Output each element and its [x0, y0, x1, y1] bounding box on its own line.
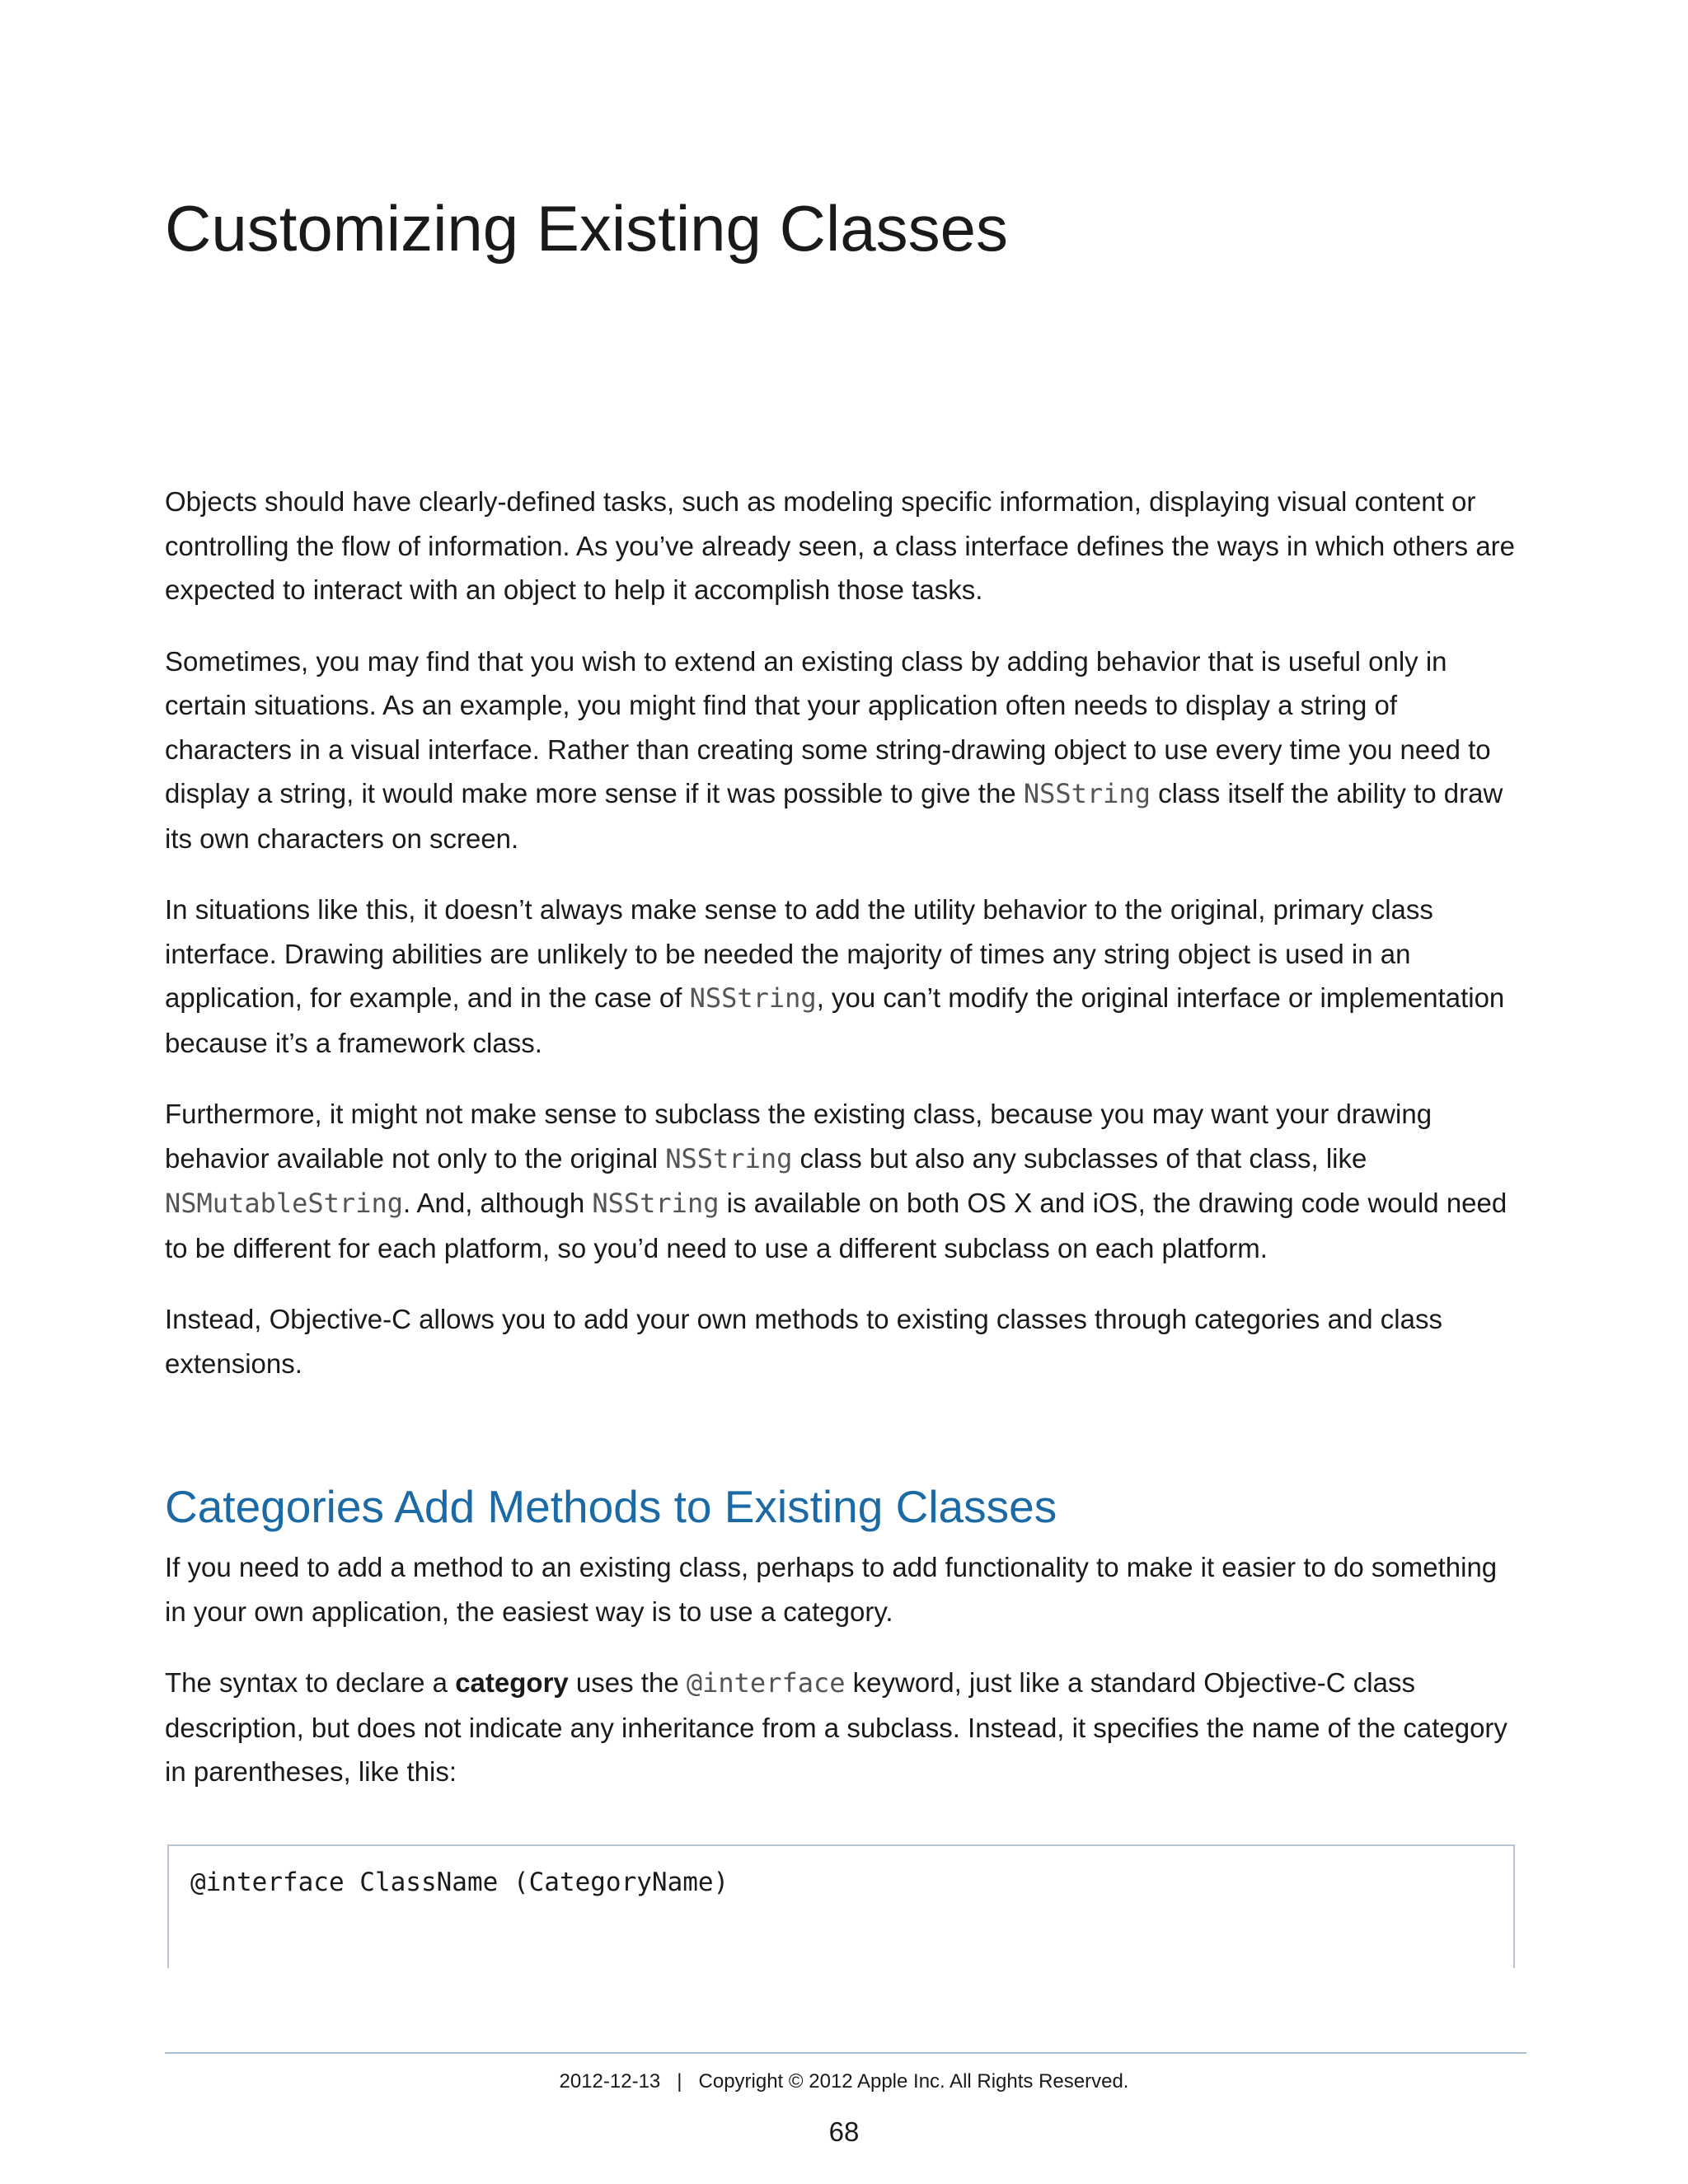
intro-paragraph-5: Instead, Objective-C allows you to add your own methods to existing classes through categories and class extensions. — [165, 1304, 1442, 1379]
text-run: Furthermore, it might not make sense to subclass the existing class, because you may want your drawing behavior available not only to the original — [165, 1099, 1432, 1174]
page-number: 68 — [828, 2116, 860, 2147]
intro-paragraph-4 — [165, 1092, 1525, 1270]
section-paragraph-2 — [165, 1661, 1525, 1794]
footer-copyright: 2012-12-13 | Copyright © 2012 Apple Inc. All Rights Reserved. — [559, 2070, 1129, 2093]
text-run: The syntax to declare a — [165, 1667, 456, 1698]
text-run: In situations like this, it doesn’t always make sense to add the utility behavior to the original, primary class interface. Drawing abilities are unlikely to be needed the majority of times any string object is used in an application, for example, and in the case of — [165, 894, 1433, 1013]
bold-term-category: category — [455, 1667, 569, 1698]
text-run: Sometimes, you may find that you wish to extend an existing class by adding behavior that is useful only in certain situations. As an example, you might find that your application often needs to display a string of characters in a visual interface. Rather than creating some string-drawing object to use every time you need to display a string, it would make more sense if it was possible to give the — [165, 645, 1491, 808]
text-run: , you can’t modify the original interface or implementation because it’s a framework class. — [165, 982, 1505, 1058]
intro-paragraph-3 — [165, 888, 1525, 1065]
inline-code-interface: @interface — [686, 1667, 846, 1699]
inline-code-nsstring: NSString — [665, 1142, 793, 1174]
inline-code-nsstring: NSString — [1023, 778, 1151, 809]
body-text — [165, 480, 1525, 1821]
chapter-title: Customizing Existing Classes — [165, 192, 1009, 265]
code-line: @interface ClassName (CategoryName) — [190, 1868, 729, 1897]
text-run: keyword, just like a standard Objective-C class description, but does not indicate any inheritance from a subclass. Instead, it specifies the name of the category in parentheses, like this: — [165, 1667, 1507, 1787]
inline-code-nsstring: NSString — [689, 982, 817, 1014]
code-listing — [167, 1844, 1515, 1968]
intro-paragraph-1: Objects should have clearly-defined tasks, such as modeling specific information, displaying visual content or controlling the flow of information. As you’ve already seen, a class interface defines the ways in which others are expected to interact with an object to help it accomplish those tasks. — [165, 486, 1516, 605]
text-run: uses the — [568, 1667, 687, 1698]
text-run: class but also any subclasses of that class, like — [792, 1142, 1367, 1174]
inline-code-nsmutablestring: NSMutableString — [165, 1188, 403, 1219]
inline-code-nsstring: NSString — [592, 1188, 720, 1219]
footer-divider — [165, 2052, 1526, 2054]
text-run: is available on both OS X and iOS, the drawing code would need to be different for each platform, so you’d need to use a different subclass on each platform. — [165, 1188, 1507, 1263]
section-paragraph-1: If you need to add a method to an existing class, perhaps to add functionality to make it easier to do something in your own application, the easiest way is to use a category. — [165, 1552, 1498, 1627]
section-title: Categories Add Methods to Existing Classes — [165, 1481, 1057, 1532]
intro-paragraph-2 — [165, 640, 1525, 861]
text-run: . And, although — [402, 1188, 593, 1218]
text-run: class itself the ability to draw its own characters on screen. — [165, 778, 1503, 854]
